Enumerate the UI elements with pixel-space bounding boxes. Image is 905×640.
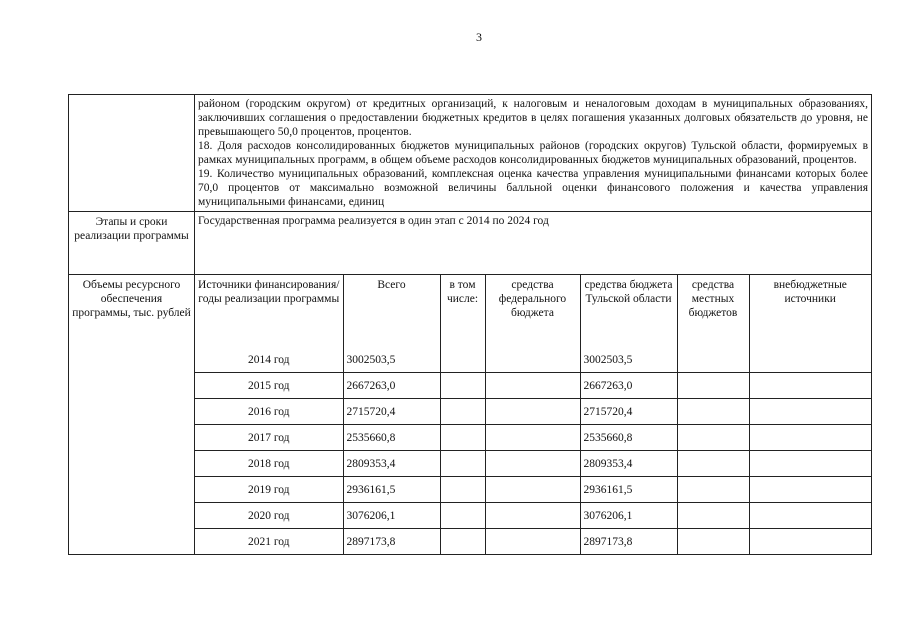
including-cell	[440, 503, 485, 529]
header-extra: внебюджетные источники	[749, 275, 871, 347]
federal-cell	[485, 399, 580, 425]
regional-cell: 2535660,8	[580, 425, 677, 451]
year-cell: 2021 год	[195, 529, 343, 555]
extra-cell	[749, 399, 871, 425]
funding-row	[69, 275, 872, 555]
extra-cell	[749, 503, 871, 529]
including-cell	[440, 373, 485, 399]
federal-cell	[485, 425, 580, 451]
table-row	[195, 477, 871, 503]
indicators-row	[69, 95, 872, 212]
table-row	[195, 373, 871, 399]
year-cell: 2015 год	[195, 373, 343, 399]
table-row	[195, 503, 871, 529]
header-total: Всего	[343, 275, 440, 347]
table-row	[195, 399, 871, 425]
local-cell	[677, 425, 749, 451]
extra-cell	[749, 529, 871, 555]
regional-cell: 2667263,0	[580, 373, 677, 399]
funding-content-cell	[195, 275, 872, 555]
year-cell: 2016 год	[195, 399, 343, 425]
extra-cell	[749, 477, 871, 503]
extra-cell	[749, 373, 871, 399]
total-cell: 2936161,5	[343, 477, 440, 503]
including-cell	[440, 477, 485, 503]
header-federal: средства федерального бюджета	[485, 275, 580, 347]
indicator-paragraph: районом (городским округом) от кредитных организаций, к налоговым и неналоговым доходам в муниципальных образованиях, заключивших соглашения о предоставлении бюджетных кредитов в целях погашения указанных долговых обязательств до уровня, не превышающего 50,0 процентов, процентов.	[198, 98, 868, 138]
page-number: 3	[476, 30, 482, 44]
year-cell: 2019 год	[195, 477, 343, 503]
header-source: Источники финансирования/годы реализации программы	[195, 275, 343, 347]
including-cell	[440, 399, 485, 425]
including-cell	[440, 347, 485, 373]
regional-cell: 2897173,8	[580, 529, 677, 555]
federal-cell	[485, 347, 580, 373]
funding-header-row	[195, 275, 871, 347]
regional-cell: 2936161,5	[580, 477, 677, 503]
regional-cell: 2715720,4	[580, 399, 677, 425]
header-local: средства местных бюджетов	[677, 275, 749, 347]
table-row	[195, 529, 871, 555]
funding-label: Объемы ресурсного обеспечения программы, тыс. рублей	[69, 275, 195, 555]
extra-cell	[749, 347, 871, 373]
stages-label: Этапы и сроки реализации программы	[69, 212, 195, 275]
local-cell	[677, 503, 749, 529]
total-cell: 2535660,8	[343, 425, 440, 451]
extra-cell	[749, 425, 871, 451]
federal-cell	[485, 503, 580, 529]
indicators-content-cell	[195, 95, 872, 212]
extra-cell	[749, 451, 871, 477]
including-cell	[440, 425, 485, 451]
header-regional: средства бюджета Тульской области	[580, 275, 677, 347]
local-cell	[677, 399, 749, 425]
including-cell	[440, 529, 485, 555]
regional-cell: 2809353,4	[580, 451, 677, 477]
federal-cell	[485, 373, 580, 399]
local-cell	[677, 529, 749, 555]
total-cell: 3076206,1	[343, 503, 440, 529]
local-cell	[677, 477, 749, 503]
including-cell	[440, 451, 485, 477]
funding-table	[195, 275, 871, 554]
indicator-paragraph: 18. Доля расходов консолидированных бюджетов муниципальных районов (городских округов) Тульской области, формируемых в рамках муниципальных программ, в общем объеме расходов консолидированных бюджетов муниципальных образований, процентов.	[198, 140, 868, 166]
total-cell: 2897173,8	[343, 529, 440, 555]
header-including: в том числе:	[440, 275, 485, 347]
year-cell: 2020 год	[195, 503, 343, 529]
total-cell: 2667263,0	[343, 373, 440, 399]
passport-table	[68, 94, 872, 555]
indicator-paragraph: 19. Количество муниципальных образований, комплексная оценка качества управления муниципальными финансами которых более 70,0 процентов от максимально возможной величины балльной оценки финансового положения и качества управления муниципальными финансами, единиц	[198, 168, 868, 208]
federal-cell	[485, 477, 580, 503]
local-cell	[677, 451, 749, 477]
stages-text: Государственная программа реализуется в один этап с 2014 по 2024 год	[195, 212, 872, 275]
total-cell: 2809353,4	[343, 451, 440, 477]
indicators-label-cell	[69, 95, 195, 212]
stages-row	[69, 212, 872, 275]
local-cell	[677, 373, 749, 399]
year-cell: 2017 год	[195, 425, 343, 451]
total-cell: 3002503,5	[343, 347, 440, 373]
federal-cell	[485, 529, 580, 555]
year-cell: 2018 год	[195, 451, 343, 477]
table-row	[195, 347, 871, 373]
table-row	[195, 451, 871, 477]
year-cell: 2014 год	[195, 347, 343, 373]
regional-cell: 3002503,5	[580, 347, 677, 373]
table-row	[195, 425, 871, 451]
total-cell: 2715720,4	[343, 399, 440, 425]
local-cell	[677, 347, 749, 373]
federal-cell	[485, 451, 580, 477]
regional-cell: 3076206,1	[580, 503, 677, 529]
